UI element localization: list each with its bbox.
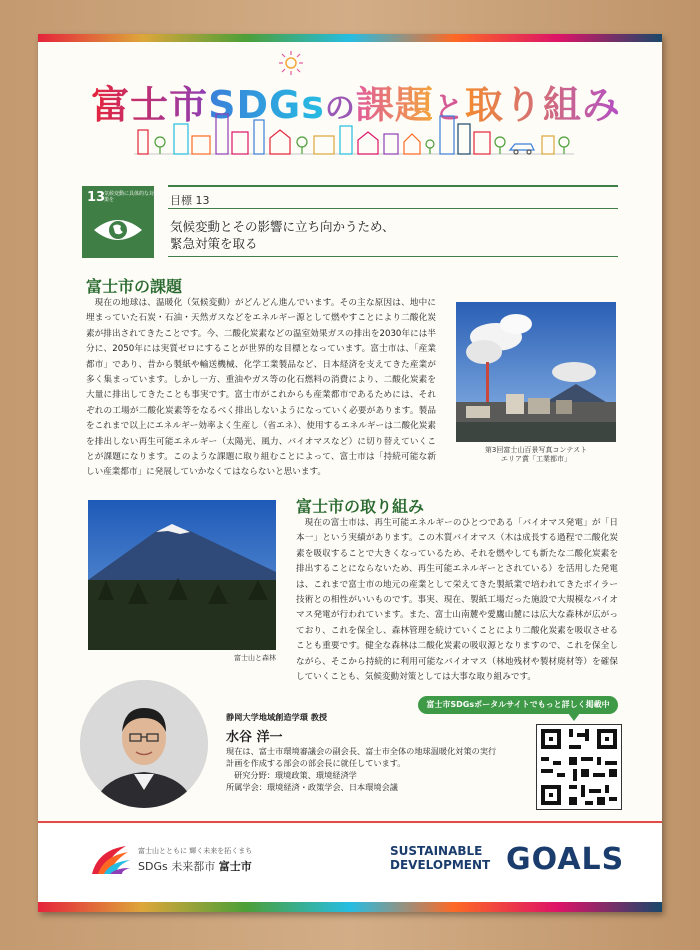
goal-divider-bottom [168, 256, 618, 257]
efforts-paragraph: 現在の富士市は、再生可能エネルギーのひとつである「バイオマス発電」が「日本一」という実績があります。この木質バイオマス（木は成長する過程で二酸化炭素を吸収することで大きくなっているため、それを燃やしても新たな二酸化炭素を排出することにならないため、再生可能エネルギーとされている）を活用した発電は、これまで富士市の地元の産業として栄えてきた製紙業で培われてきたボイラー技術との相性がいいものです。事実、現在、製紙工場だった施設で大規模なバイオマス発電が行われています。また、富士山南麓や愛鷹山麓には広大な森林が広がっており、これを保全し、森林管理を続けていくことにより二酸化炭素を吸収させることも重要です。健全な森林は二酸化炭素の吸収源となりますので、これを保全しながら、そこから持続的に利用可能なバイオマス（林地残材や製材廃材等）を確保していくことも、気候変動対策としては大事な取り組みです。 [296, 518, 618, 683]
sdg-goals-wordmark: GOALS [506, 842, 625, 877]
issues-paragraph: 現在の地球は、温暖化（気候変動）がどんどん進んでいます。その主な原因は、地中に埋まっていた石炭・石油・天然ガスなどをエネルギー源として燃やすことにより二酸化炭素が排出されてきたことです。今、二酸化炭素などの温室効果ガスの排出を2030年には半分に、2050年には実質ゼロにすることが世界的な目標となっています。富士市は、「産業都市」であり、昔から製紙や輸送機械、化学工業製品など、日本経済を支えてきた産業が多く集まっています。しかし一方、重油やガス等の化石燃料の消費により、二酸化炭素を大量に排出してきたことも事実です。富士市がこれからも産業都市であるためには、それぞれの工場が二酸化炭素等をなるべく排出しないようになっていく必要があります。製品をこれまで以上にエネルギー効率よく生産し（省エネ）、使用するエネルギーは二酸化炭素を排出しない再生可能エネルギー（太陽光、風力、バイオマスなど）に切り替えていくことが課題になります。このような課題に取り組むことによって、富士市は「持続可能な新しい産業都市」に発展していかなくてはならないと思います。 [86, 298, 436, 478]
profile-role-1: 現在は、富士市環境審議会の副会長、富士市全体の地球温暖化対策の実行 [226, 746, 497, 756]
goal-divider-mid [168, 208, 618, 209]
poster [38, 34, 662, 912]
goal-heading: 気候変動とその影響に立ち向かうため、 緊急対策を取る [170, 219, 395, 251]
bottom-color-bar [38, 902, 662, 912]
footer [38, 824, 662, 902]
sdg-wordmark: SUSTAINABLE DEVELOPMENT [390, 844, 491, 872]
efforts-photo-caption: 富士山と森林 [234, 654, 276, 662]
goal-divider-top [168, 185, 618, 187]
portal-callout: 富士市SDGsポータルサイトでもっと詳しく掲載中 [418, 696, 618, 714]
sun-icon [278, 50, 304, 76]
footer-city: SDGs 未来都市 富士市 [138, 860, 252, 873]
issues-photo-caption: 第3回富士山百景写真コンテスト エリア賞「工業都市」 [484, 446, 588, 463]
goal-13-icon-box: 13 気候変動に具体的な対策を [82, 186, 154, 258]
issues-heading: 富士市の課題 [86, 277, 183, 296]
page-title: 富士市SDGsの課題と取り組み [86, 74, 626, 129]
profile-societies: 所属学会：環境経済・政策学会、日本環境会議 [226, 782, 398, 792]
profile-research: 研究分野：環境政策、環境経済学 [234, 770, 357, 780]
avatar [80, 680, 208, 808]
footer-divider [38, 821, 662, 823]
profile-name: 水谷 洋一 [226, 730, 283, 745]
footer-tagline: 富士山とともに 輝く未来を拓くまち [138, 847, 253, 855]
sdgs-city-logo-icon [88, 840, 132, 880]
profile-role-2: 計画を作成する部会の部会長に就任しています。 [226, 758, 406, 768]
eye-globe-icon [92, 210, 144, 250]
profile-affiliation: 静岡大学地域創造学環 教授 [226, 712, 328, 722]
city-skyline-illustration [134, 106, 574, 158]
goal-label: 目標 13 [170, 194, 210, 207]
industrial-city-photo [456, 302, 616, 442]
qr-code[interactable] [536, 724, 622, 810]
mount-fuji-forest-photo [88, 500, 276, 650]
top-color-bar [38, 34, 662, 42]
efforts-heading: 富士市の取り組み [296, 497, 425, 516]
